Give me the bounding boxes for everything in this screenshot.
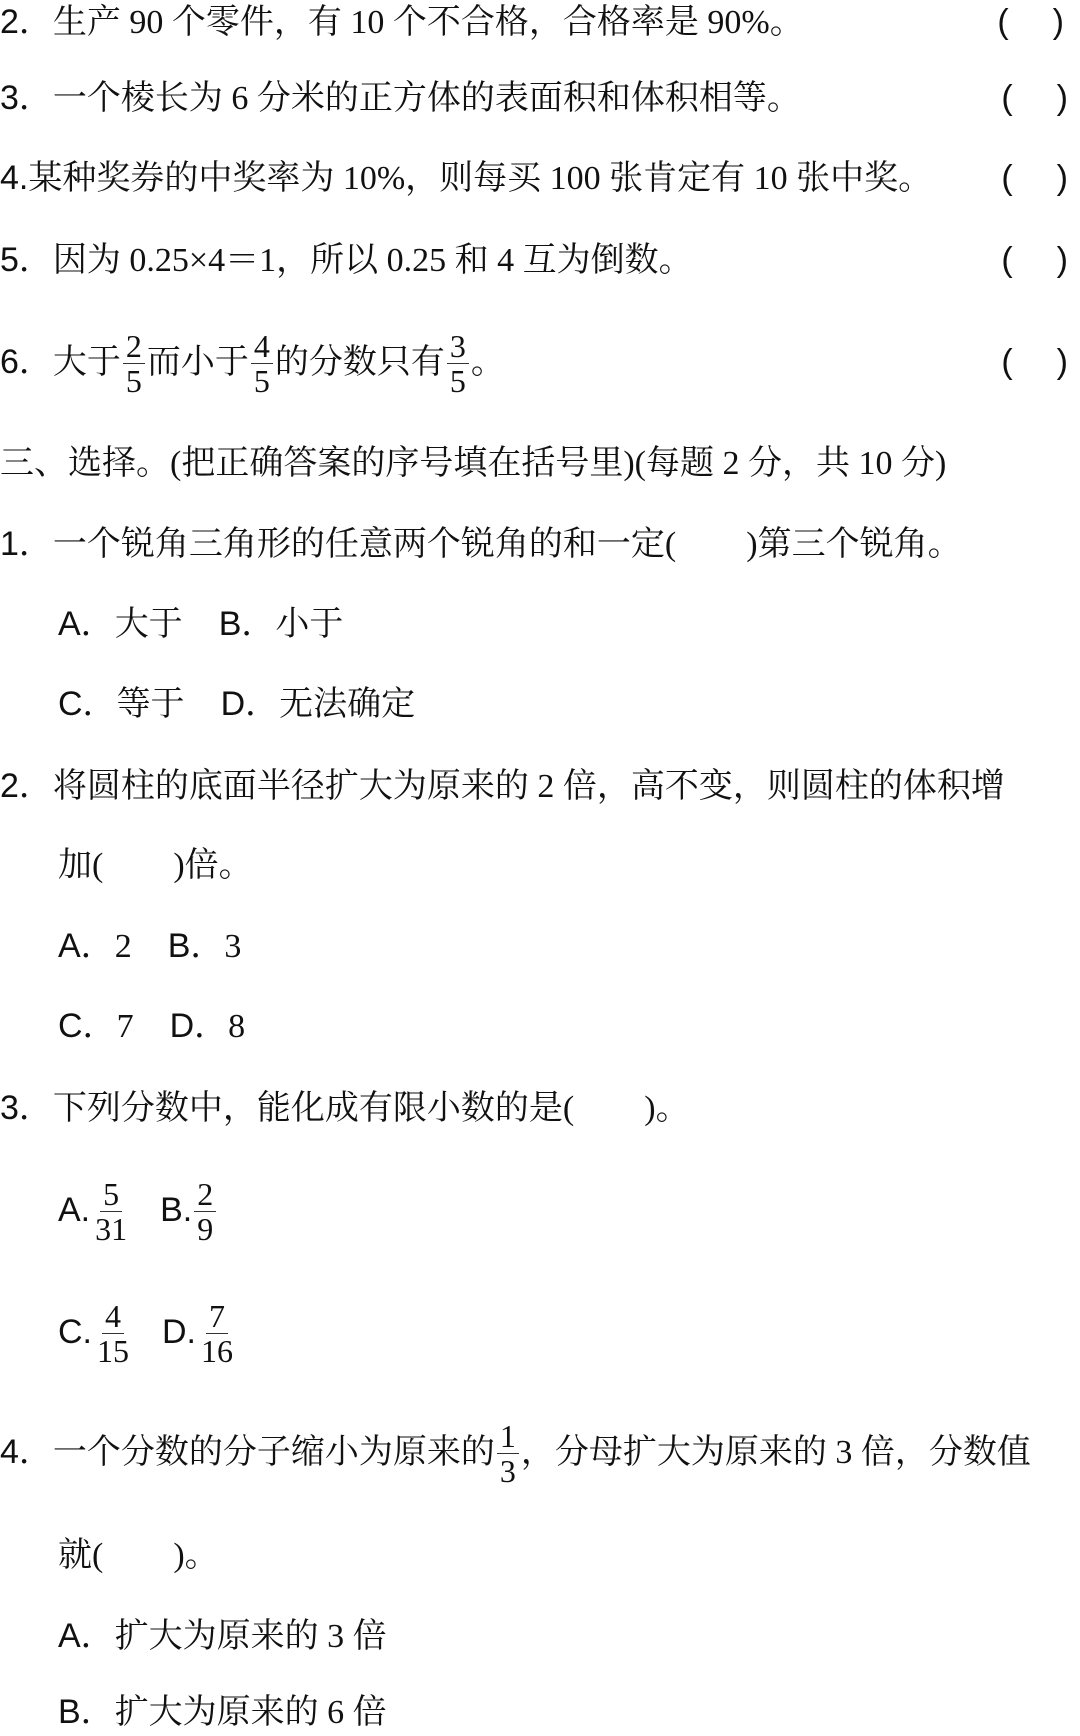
option-a[interactable]: A．大于 [58,605,183,643]
item-number: 4． [0,1433,53,1471]
option-c[interactable]: C．7 [58,1007,134,1045]
judge-item-6: 6．大于 $\frac{2}{5}$ 而小于 $\frac{4}{5}$ 的分数只有 $\frac{3}{5}$ 。 ( ) [0,327,1068,399]
answer-blank[interactable]: ( ) [1001,343,1068,381]
fraction: $\frac{7}{16}$ [201,1297,233,1369]
fraction: $\frac{2}{5}$ [123,329,145,398]
q1-options-row2 [58,684,1080,725]
item-text: 某种奖券的中奖率为 10%，则每买 100 张肯定有 10 张中奖。 [28,160,933,197]
item-text: 一个棱长为 6 分米的正方体的表面积和体积相等。 [52,80,801,117]
judge-item-5 [0,240,1080,281]
option-c[interactable]: C. $\frac{4}{15}$ [58,1314,134,1351]
judge-item-2 [0,2,1080,43]
answer-blank[interactable]: ( ) [997,3,1064,41]
option-b[interactable]: B. $\frac{2}{9}$ [160,1192,218,1229]
option-d[interactable]: D．无法确定 [220,685,416,723]
item-text: 因为 0.25×4＝1，所以 0.25 和 4 互为倒数。 [52,242,693,279]
answer-blank[interactable]: ( ) [1001,241,1068,279]
choice-question-1: 1．一个锐角三角形的任意两个锐角的和一定( )第三个锐角。 [0,525,962,563]
judge-item-4 [0,158,1080,199]
choice-question-4-cont: 就( )。 [58,1537,219,1574]
item-number: 1． [0,525,53,563]
item-number: 2． [0,3,53,41]
fraction: $\frac{4}{5}$ [251,329,273,398]
option-a[interactable]: A．2 [58,927,132,965]
q3-options-row1 [58,1168,1080,1252]
item-number: 6． [0,343,53,381]
section-title: 三、选择。(把正确答案的序号填在括号里)(每题 2 分，共 10 分) [0,445,947,482]
q1-options-row1 [58,604,1080,645]
item-number: 3． [0,79,53,117]
fraction: $\frac{1}{3}$ [497,1419,519,1488]
item-number: 5． [0,241,53,279]
fraction: $\frac{5}{31}$ [95,1175,128,1247]
q4-option-a[interactable]: A．扩大为原来的 3 倍 [58,1617,387,1655]
choice-question-3: 3．下列分数中，能化成有限小数的是( )。 [0,1089,690,1127]
q2-options-row1 [58,926,1080,967]
item-text: 生产 90 个零件，有 10 个不合格，合格率是 90%。 [52,4,804,41]
option-c[interactable]: C．等于 [58,685,185,723]
choice-question-4: 4．一个分数的分子缩小为原来的 $\frac{1}{3}$ ，分母扩大为原来的 3 倍，分数值 [0,1417,1031,1489]
option-d[interactable]: D. $\frac{7}{16}$ [162,1314,238,1351]
judge-item-3 [0,78,1080,119]
fraction: $\frac{3}{5}$ [447,329,469,398]
fraction: $\frac{2}{9}$ [194,1177,216,1246]
option-a[interactable]: A. $\frac{5}{31}$ [58,1192,132,1229]
q2-options-row2 [58,1006,1080,1047]
choice-question-2-cont: 加( )倍。 [58,847,253,884]
choice-question-2: 2．将圆柱的底面半径扩大为原来的 2 倍，高不变，则圆柱的体积增 [0,767,1005,805]
item-number: 4. [0,159,29,197]
option-b[interactable]: B．小于 [218,605,344,643]
q3-options-row2 [58,1290,1080,1374]
fraction: $\frac{4}{15}$ [97,1297,129,1369]
option-b[interactable]: B．3 [167,927,242,965]
item-number: 2． [0,767,53,805]
item-number: 3． [0,1089,53,1127]
option-d[interactable]: D．8 [169,1007,246,1045]
q4-option-b[interactable]: B．扩大为原来的 6 倍 [58,1693,387,1731]
answer-blank[interactable]: ( ) [1001,159,1068,197]
answer-blank[interactable]: ( ) [1001,79,1068,117]
